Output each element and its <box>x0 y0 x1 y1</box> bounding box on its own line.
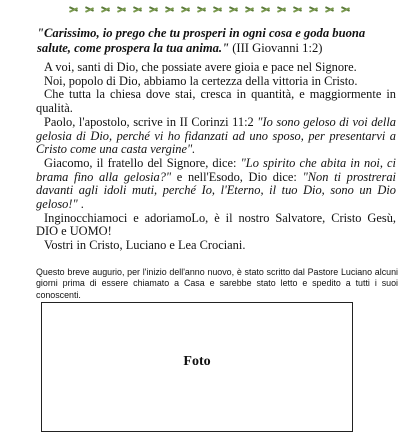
leaf-ornament-icon <box>292 4 303 15</box>
quote-text: "Carissimo, io prego che tu prosperi in ogni cosa e goda buona salute, come prospera la tua anima." <box>37 26 366 55</box>
photo-placeholder <box>41 302 353 432</box>
leaf-ornament-icon <box>228 4 239 15</box>
paragraph-signature: Vostri in Cristo, Luciano e Lea Crociani. <box>44 238 246 253</box>
quote-reference: (III Giovanni 1:2) <box>232 41 323 55</box>
exodus-quote: "Non ti prostrerai davanti agli idoli muti, perché Io, l'Eterno, il tuo Dio, sono un Dio geloso!" <box>36 169 396 212</box>
leaf-ornament-icon <box>340 4 351 15</box>
paul-quote: "Io sono geloso di voi della gelosia di Dio, perché vi ho fidanzati ad uno sposo, per presentarvi a Cristo come una casta vergine". <box>36 114 396 157</box>
leaf-ornament-icon <box>132 4 143 15</box>
leaf-ornament-icon <box>276 4 287 15</box>
leaf-ornament-icon <box>244 4 255 15</box>
paragraph-worship: Inginocchiamoci e adoriamoLo, è il nostro Salvatore, Cristo Gesù, DIO e UOMO! <box>36 210 396 239</box>
leaf-ornament-icon <box>116 4 127 15</box>
scripture-quote <box>37 26 392 56</box>
leaf-ornament-icon <box>196 4 207 15</box>
paragraph-james <box>36 157 396 212</box>
letter-body <box>36 61 396 253</box>
decorative-border <box>68 2 368 16</box>
james-quote: "Lo spirito che abita in noi, ci brama fino alla gelosia?" <box>36 155 396 184</box>
paul-intro: Paolo, l'apostolo, scrive in II Corinzi 11:2 <box>44 114 258 129</box>
exodus-intro: e nell'Esodo, Dio dice: <box>171 169 303 184</box>
leaf-ornament-icon <box>68 4 79 15</box>
leaf-ornament-icon <box>212 4 223 15</box>
paragraph-church: Che tutta la chiesa dove stai, cresca in quantità, e maggiormente in qualità. <box>36 87 396 116</box>
leaf-ornament-icon <box>324 4 335 15</box>
paragraph-greeting: A voi, santi di Dio, che possiate avere gioia e pace nel Signore. <box>44 60 357 74</box>
james-intro: Giacomo, il fratello del Signore, dice: <box>44 155 241 170</box>
leaf-ornament-icon <box>308 4 319 15</box>
leaf-ornament-icon <box>84 4 95 15</box>
leaf-ornament-icon <box>164 4 175 15</box>
photo-label: Foto <box>183 354 211 369</box>
james-end: . <box>77 197 84 212</box>
footnote: Questo breve augurio, per l'inizio dell'anno nuovo, è stato scritto dal Pastore Luciano alcuni giorni prima di essere chiamato a Casa e sarebbe stato letto e spedito a tutti i suoi conoscenti. <box>36 267 398 300</box>
leaf-ornament-icon <box>148 4 159 15</box>
leaf-ornament-icon <box>260 4 271 15</box>
leaf-ornament-icon <box>180 4 191 15</box>
leaf-ornament-icon <box>100 4 111 15</box>
paragraph-victory: Noi, popolo di Dio, abbiamo la certezza della vittoria in Cristo. <box>44 73 358 88</box>
paragraph-paul <box>36 116 396 157</box>
